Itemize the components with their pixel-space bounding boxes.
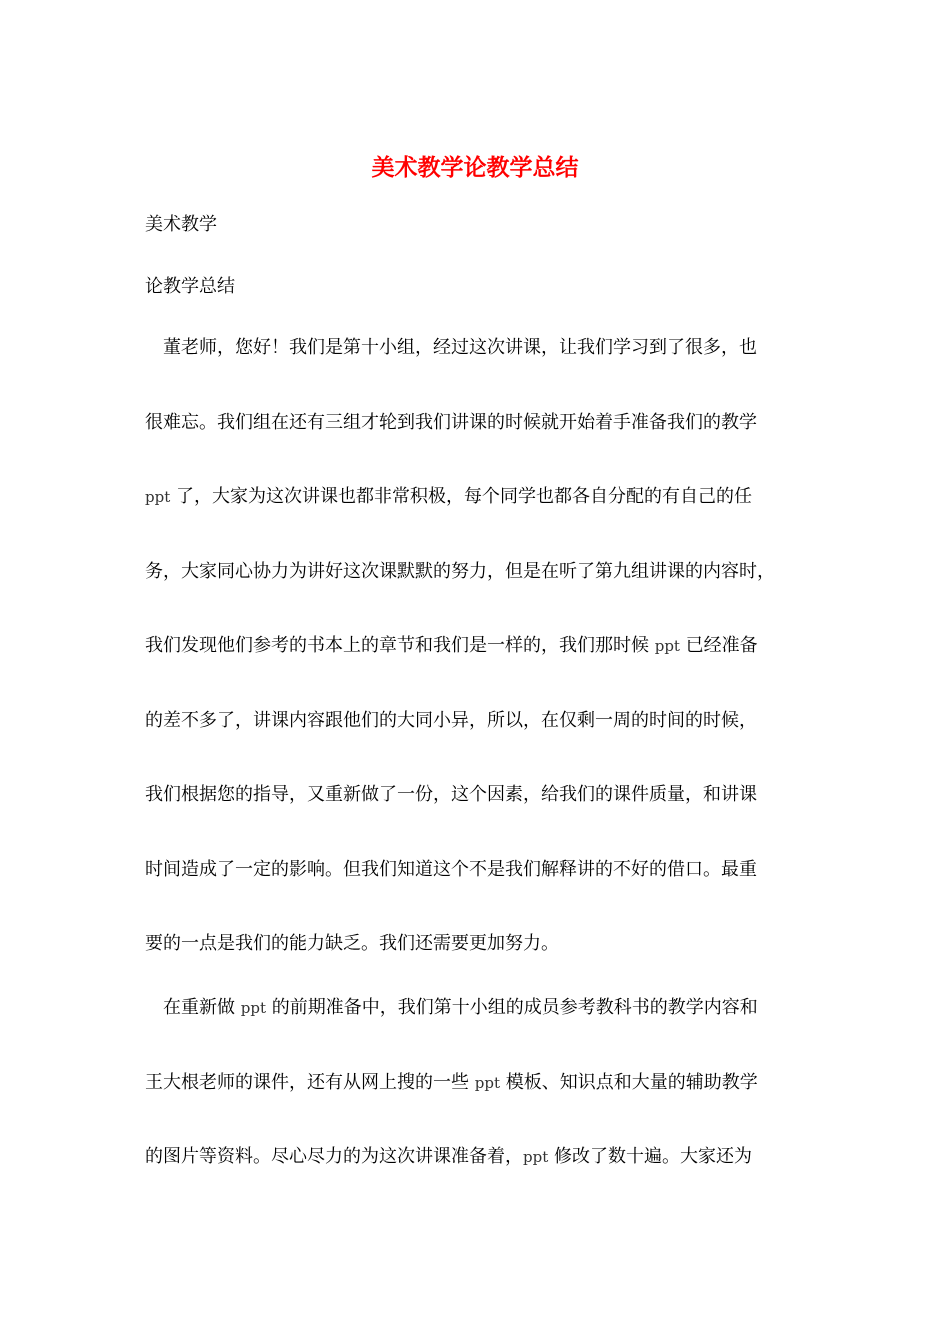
paragraph-1 — [145, 311, 805, 982]
paragraph-line: 我们根据您的指导，又重新做了一份，这个因素，给我们的课件质量，和讲课 — [145, 784, 757, 805]
latin-term: ppt — [145, 488, 171, 506]
latin-term: ppt — [240, 999, 266, 1017]
subheading-art-teaching: 美术教学 — [145, 214, 217, 235]
paragraph-line: 董老师，您好！我们是第十小组，经过这次讲课，让我们学习到了很多，也 — [163, 337, 757, 358]
paragraph-line: 的差不多了，讲课内容跟他们的大同小异，所以，在仅剩一周的时间的时候， — [145, 709, 757, 731]
document-title: 美术教学论教学总结 — [371, 155, 579, 181]
paragraph-line: 很难忘。我们组在还有三组才轮到我们讲课的时候就开始着手准备我们的教学 — [145, 411, 757, 433]
paragraph-line: 务，大家同心协力为讲好这次课默默的努力，但是在听了第九组讲课的内容时， — [145, 560, 775, 582]
paragraph-line: 时间造成了一定的影响。但我们知道这个不是我们解释讲的不好的借口。最重 — [145, 858, 757, 880]
latin-term: ppt — [654, 637, 680, 655]
latin-term: ppt — [474, 1073, 500, 1092]
subheading-teaching-summary: 论教学总结 — [145, 276, 235, 297]
paragraph-line: 在重新做 ppt 的前期准备中，我们第十小组的成员参考教科书的教学内容和 — [163, 997, 758, 1018]
latin-term: ppt — [523, 1148, 549, 1166]
paragraph-2 — [145, 971, 805, 1195]
paragraph-line: 的图片等资料。尽心尽力的为这次讲课准备着，ppt 修改了数十遍。大家还为 — [145, 1146, 752, 1167]
paragraph-line: ppt 了，大家为这次讲课也都非常积极，每个同学也都各自分配的有自己的任 — [145, 486, 752, 507]
paragraph-line: 我们发现他们参考的书本上的章节和我们是一样的，我们那时候 ppt 已经准备 — [145, 635, 758, 656]
paragraph-line: 王大根老师的课件，还有从网上搜的一些 ppt 模板、知识点和大量的辅助教学 — [145, 1071, 758, 1093]
paragraph-line: 要的一点是我们的能力缺乏。我们还需要更加努力。 — [145, 933, 559, 954]
